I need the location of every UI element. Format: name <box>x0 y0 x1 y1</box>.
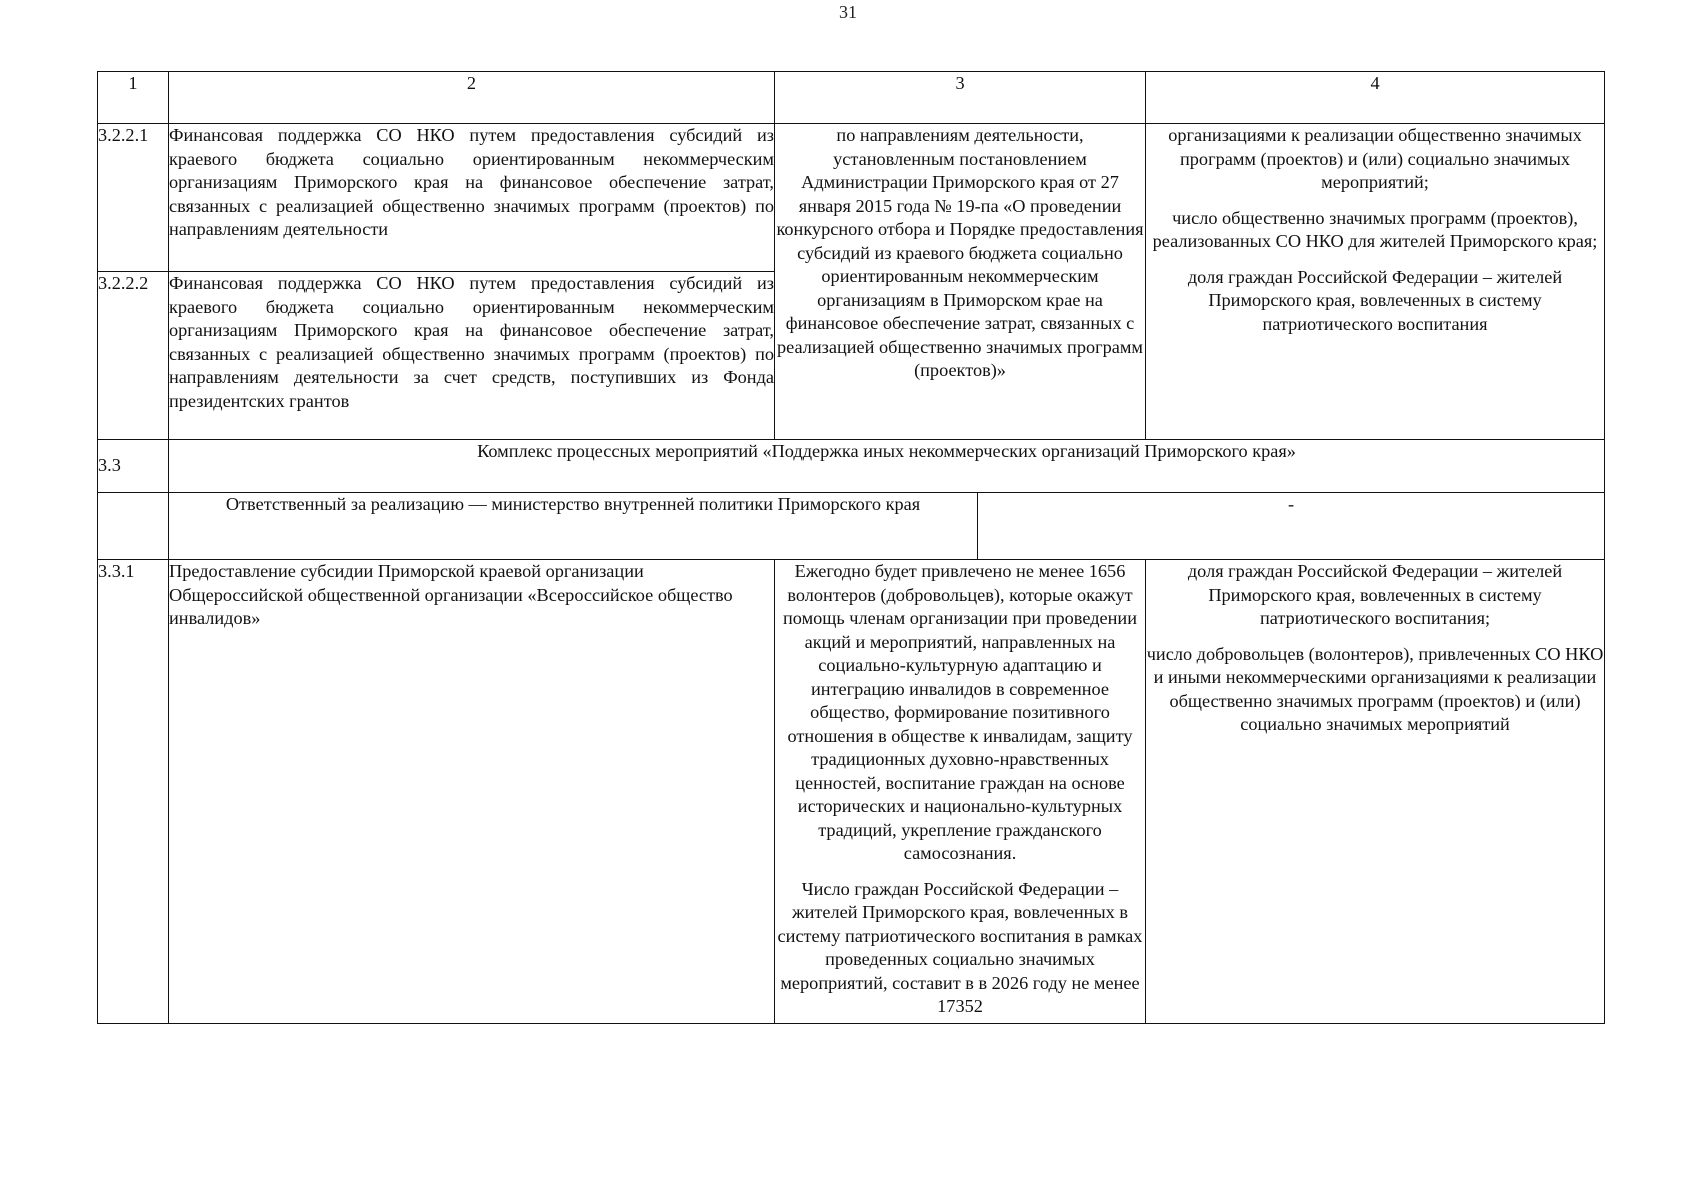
empty-cell <box>98 493 169 560</box>
column-header-2: 2 <box>169 72 775 124</box>
row-number: 3.2.2.2 <box>98 272 169 440</box>
indicator-text: доля граждан Российской Федерации – жителей Приморского края, вовлеченных в систему патриотического воспитания; <box>1187 561 1563 628</box>
indicator-text: организациями к реализации общественно значимых программ (проектов) и (или) социально значимых мероприятий; <box>1168 125 1582 192</box>
page-number: 31 <box>839 2 857 22</box>
measure-indicators <box>1146 124 1605 440</box>
result-text: Число граждан Российской Федерации – жителей Приморского края, вовлеченных в систему патриотического воспитания в рамках проведенных социально значимых мероприятий, составит в в 2026 году не менее 17352 <box>777 878 1143 1016</box>
result-text: по направлениям деятельности, установленным постановлением Администрации Приморского края от 27 января 2015 года № 19-па «О проведении конкурсного отбора и Порядке предоставления субсидий из краевого бюджета социально ориентированным некоммерческим организациям в Приморском крае на финансовое обеспечение затрат, связанных с реализацией общественно значимых программ (проектов)» <box>776 125 1144 380</box>
row-number: 3.3.1 <box>98 560 169 1024</box>
measure-description: Финансовая поддержка СО НКО путем предоставления субсидий из краевого бюджета социально ориентированным некоммерческим организациям Приморского края на финансовое обеспечение затрат, связанных с реализацией общественно значимых программ (проектов) по направлениям деятельности <box>169 124 775 272</box>
section-row <box>98 440 1605 493</box>
indicator-text: доля граждан Российской Федерации – жителей Приморского края, вовлеченных в систему патриотического воспитания <box>1187 266 1563 334</box>
table-row <box>98 124 1605 272</box>
result-text: Ежегодно будет привлечено не менее 1656 волонтеров (добровольцев), которые окажут помощь членам организации при проведении акций и мероприятий, направленных на социально-культурную адаптацию и интеграцию инвалидов в современное общество, формирование позитивного отношения в обществе к инвалидам, защиту традиционных духовно-нравственных ценностей, воспитание граждан на основе исторических и национально-культурных традиций, укрепление гражданского самосознания. <box>783 561 1137 863</box>
measure-indicators <box>1146 560 1605 1024</box>
table-header-row <box>98 72 1605 124</box>
row-number: 3.3 <box>98 440 169 493</box>
column-header-3: 3 <box>775 72 1146 124</box>
column-header-1: 1 <box>98 72 169 124</box>
responsible-value: - <box>978 493 1605 560</box>
responsible-row <box>98 493 1605 560</box>
measure-expected-result <box>775 124 1146 440</box>
responsible-executor: Ответственный за реализацию — министерство внутренней политики Приморского края <box>169 493 978 560</box>
indicator-text: число добровольцев (волонтеров), привлеченных СО НКО и иными некоммерческими организациями к реализации общественно значимых программ (проектов) и (или) социально значимых мероприятий <box>1146 643 1604 734</box>
column-header-4: 4 <box>1146 72 1605 124</box>
measure-description: Финансовая поддержка СО НКО путем предоставления субсидий из краевого бюджета социально ориентированным некоммерческим организациям Приморского края на финансовое обеспечение затрат, связанных с реализацией общественно значимых программ (проектов) по направлениям деятельности за счет средств, поступивших из Фонда президентских грантов <box>169 272 775 440</box>
indicator-text: число общественно значимых программ (проектов), реализованных СО НКО для жителей Приморского края; <box>1152 207 1598 251</box>
section-title: Комплекс процессных мероприятий «Поддержка иных некоммерческих организаций Приморского края» <box>169 440 1605 493</box>
program-table <box>97 71 1605 1024</box>
table-row <box>98 560 1605 1024</box>
row-number: 3.2.2.1 <box>98 124 169 272</box>
measure-description: Предоставление субсидии Приморской краевой организации Общероссийской общественной организации «Всероссийское общество инвалидов» <box>169 560 775 1024</box>
measure-expected-result <box>775 560 1146 1024</box>
